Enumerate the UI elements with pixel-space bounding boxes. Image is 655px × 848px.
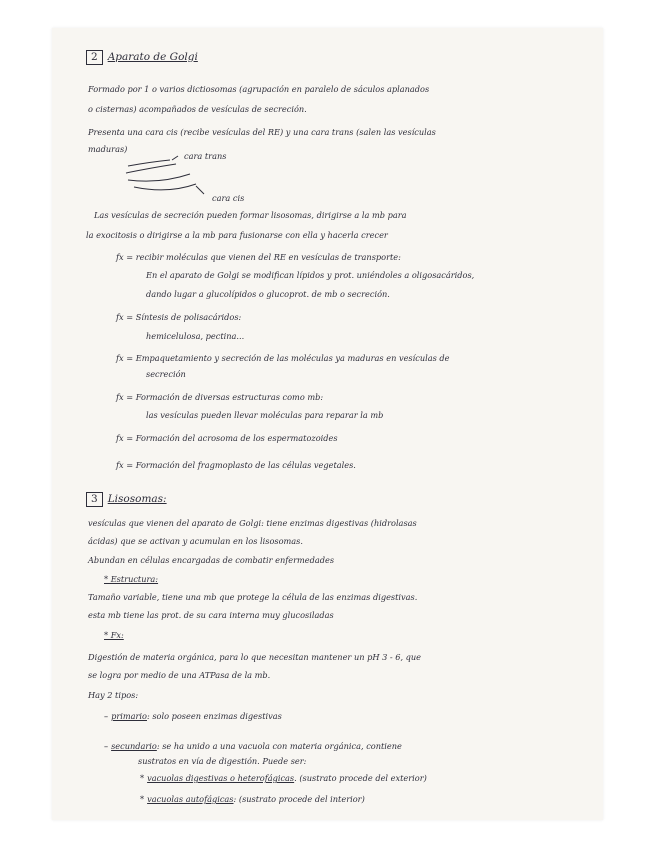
fx-1-line-1: fx = recibir moléculas que vienen del RE en vesículas de transporte: — [116, 252, 401, 262]
estructura-line-2: esta mb tiene las prot. de su cara interna muy glucosiladas — [88, 610, 334, 620]
section-2-number: 2 — [86, 50, 103, 65]
label-cara-cis: cara cis — [212, 193, 245, 203]
fx-heading: * Fx: — [104, 630, 124, 640]
type-secundario-line-2: sustratos en vía de digestión. Puede ser: — [138, 756, 307, 766]
s3-fx-line-1: Digestión de materia orgánica, para lo que necesitan mantener un pH 3 - 6, que — [88, 652, 422, 662]
star-bullet: * — [140, 773, 145, 783]
s2-text-line-1: Las vesículas de secreción pueden formar lisosomas, dirigirse a la mb para — [94, 210, 407, 220]
type-secundario — [104, 741, 402, 752]
subtype-heterofagicas-desc: . (sustrato procede del exterior) — [294, 773, 427, 783]
estructura-line-1: Tamaño variable, tiene una mb que protege la célula de las enzimas digestivas. — [88, 592, 418, 602]
type-secundario-desc: : se ha unido a una vacuola con materia orgánica, contiene — [156, 741, 402, 751]
section-2-title: Aparato de Golgi — [107, 51, 198, 63]
section-3-heading — [86, 492, 167, 507]
s2-intro-line-1: Formado por 1 o varios dictiosomas (agrupación en paralelo de sáculos aplanados — [88, 84, 430, 94]
s3-intro-line-1: vesículas que vienen del aparato de Golgi: tiene enzimas digestivas (hidrolasas — [88, 518, 417, 528]
subtype-autofagicas — [140, 794, 365, 805]
fx-3-line-2: secreción — [146, 369, 186, 379]
s3-intro-line-2: ácidas) que se activan y acumulan en los lisosomas. — [88, 536, 303, 546]
section-3-number: 3 — [86, 492, 103, 507]
s2-intro-line-2: o cisternas) acompañados de vesículas de secreción. — [88, 104, 307, 114]
dash-bullet: – — [104, 741, 109, 751]
label-cara-trans: cara trans — [184, 151, 227, 161]
fx-1-line-3: dando lugar a glucolípidos o glucoprot. de mb o secreción. — [146, 289, 390, 299]
fx-4-line-2: las vesículas pueden llevar moléculas para reparar la mb — [146, 410, 384, 420]
estructura-heading: * Estructura: — [104, 574, 159, 584]
subtype-autofagicas-desc: : (sustrato procede del interior) — [233, 794, 365, 804]
s3-intro-line-3: Abundan en células encargadas de combatir enfermedades — [88, 555, 335, 565]
type-secundario-name: secundario — [111, 741, 157, 751]
star-bullet: * — [140, 794, 145, 804]
subtype-heterofagicas-name: vacuolas digestivas o heterofágicas — [147, 773, 295, 783]
section-3-title: Lisosomas: — [107, 493, 167, 505]
s3-fx-line-2: se logra por medio de una ATPasa de la mb. — [88, 670, 271, 680]
fx-5-line-1: fx = Formación del acrosoma de los espermatozoides — [116, 433, 338, 443]
fx-3-line-1: fx = Empaquetamiento y secreción de las moléculas ya maduras en vesículas de — [116, 353, 450, 363]
type-primario-desc: : solo poseen enzimas digestivas — [146, 711, 282, 721]
subtype-heterofagicas — [140, 773, 427, 784]
fx-2-line-1: fx = Síntesis de polisacáridos: — [116, 312, 242, 322]
s2-text-line-2: la exocitosis o dirigirse a la mb para fusionarse con ella y hacerla crecer — [86, 230, 388, 240]
s2-intro-line-4: maduras) — [88, 144, 128, 154]
subtype-autofagicas-name: vacuolas autofágicas — [147, 794, 234, 804]
fx-4-line-1: fx = Formación de diversas estructuras como mb: — [116, 392, 324, 402]
fx-1-line-2: En el aparato de Golgi se modifican lípidos y prot. uniéndoles a oligosacáridos, — [146, 270, 475, 280]
fx-6-line-1: fx = Formación del fragmoplasto de las células vegetales. — [116, 460, 356, 470]
s3-fx-line-3: Hay 2 tipos: — [88, 690, 139, 700]
s2-intro-line-3: Presenta una cara cis (recibe vesículas del RE) y una cara trans (salen las vesículas — [88, 127, 436, 137]
type-primario-name: primario — [111, 711, 147, 721]
type-primario — [104, 711, 282, 722]
fx-2-line-2: hemicelulosa, pectina... — [146, 331, 245, 341]
dash-bullet: – — [104, 711, 109, 721]
